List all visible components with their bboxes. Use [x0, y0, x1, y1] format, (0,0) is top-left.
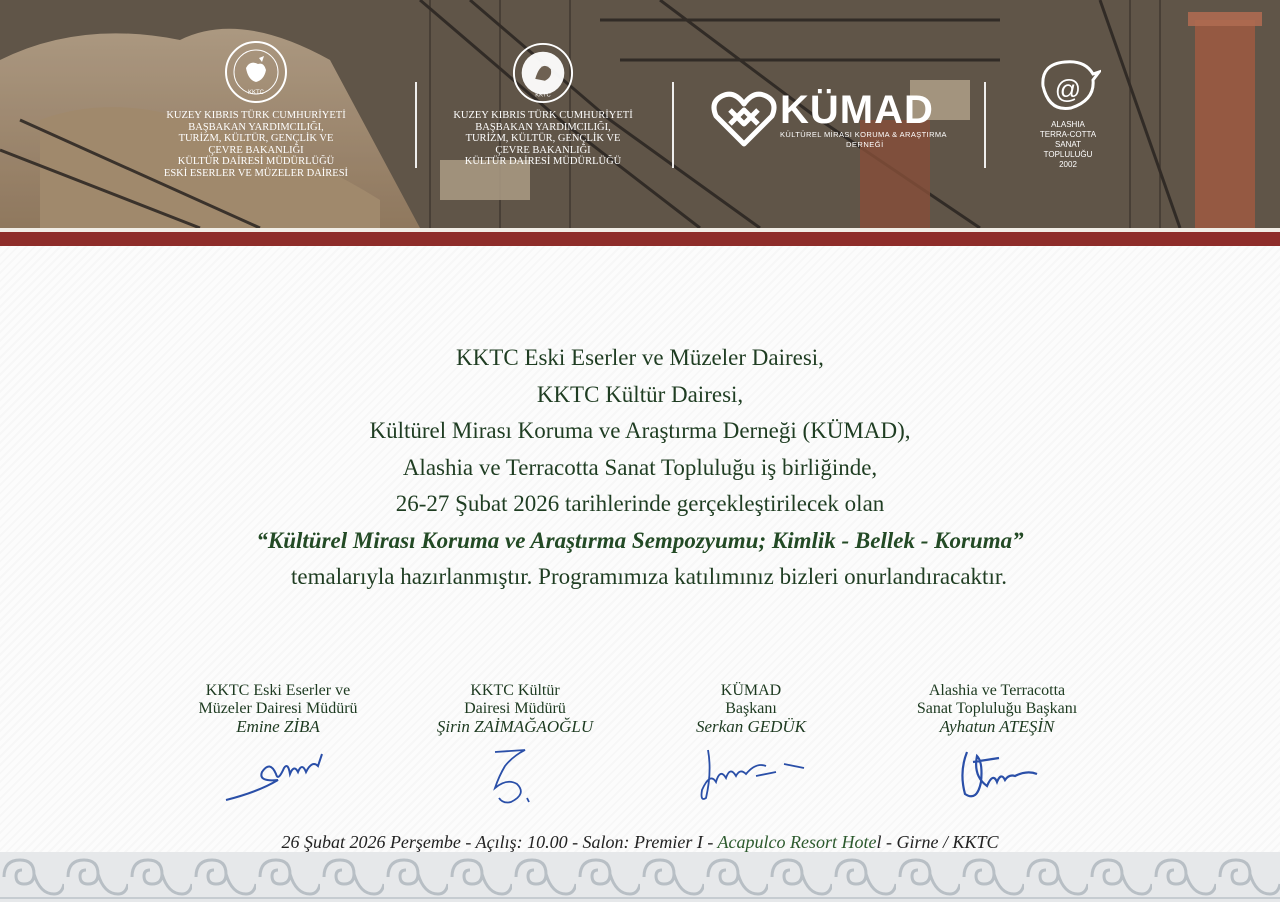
signatory-role: KKTC Kültür — [470, 682, 560, 699]
signatory-role: KÜMAD — [720, 682, 782, 699]
signatory-block — [400, 682, 630, 806]
signatory-name: Ayhatun ATEŞİN — [939, 717, 1055, 736]
header-banner — [0, 0, 1280, 228]
body-line: Kültürel Mirası Koruma ve Araştırma Derneği (KÜMAD), — [369, 418, 911, 443]
event-details — [0, 832, 1280, 853]
signatory-name: Serkan GEDÜK — [695, 717, 806, 736]
culture-dept-text-line: BAŞBAKAN YARDIMCILIĞI, — [475, 121, 611, 133]
culture-dept-text-line: ÇEVRE BAKANLIĞI — [495, 144, 591, 156]
ministry-text-line: ESKİ ESERLER VE MÜZELER DAİRESİ — [163, 167, 349, 179]
bird-at-icon — [1035, 56, 1101, 118]
kumad-subtitle: KÜLTÜREL MİRASI KORUMA & ARAŞTIRMA — [780, 130, 947, 139]
svg-text:KKTC: KKTC — [247, 90, 265, 96]
event-details-part: 26 Şubat 2026 Perşembe - Açılış: 10.00 - Salon: Premier I - — [281, 832, 718, 852]
alashia-text-line: ALASHIA — [1051, 120, 1085, 129]
culture-dept-text-line: KÜLTÜR DAİRESİ MÜDÜRLÜĞÜ — [464, 156, 622, 167]
signatory-name: Şirin ZAİMAĞAOĞLU — [436, 717, 594, 736]
alashia-text-line: TERRA-COTTA — [1039, 130, 1097, 139]
ministry-text-line: ÇEVRE BAKANLIĞI — [208, 144, 304, 156]
signatory-block — [163, 682, 393, 806]
alashia-text-line: TOPLULUĞU — [1043, 150, 1093, 159]
signatory-block — [636, 682, 866, 806]
event-venue: Acapulco Resort Hote — [717, 832, 877, 852]
body-line: 26-27 Şubat 2026 tarihlerinde gerçekleştirilecek olan — [395, 491, 885, 516]
alashia-text-line: SANAT — [1054, 140, 1082, 149]
culture-dept-text-line: KUZEY KIBRIS TÜRK CUMHURİYETİ — [453, 110, 633, 121]
alashia-text-line: 2002 — [1059, 160, 1077, 169]
ministry-text-line: KUZEY KIBRIS TÜRK CUMHURİYETİ — [166, 110, 346, 121]
culture-dept-logo-block — [418, 42, 668, 168]
svg-text:@: @ — [1054, 74, 1082, 104]
signature-icon — [455, 742, 575, 806]
body-line: KKTC Eski Eserler ve Müzeler Dairesi, — [456, 345, 824, 370]
header-divider — [415, 82, 417, 168]
header-divider — [672, 82, 674, 168]
kumad-subtitle-2: DERNEĞİ — [846, 140, 884, 149]
alashia-logo — [1022, 56, 1114, 170]
signature-icon — [686, 742, 816, 806]
header-red-band — [0, 232, 1280, 246]
ministry-seal-icon — [224, 40, 288, 104]
heart-knot-icon — [710, 88, 778, 148]
signatory-name: Emine ZİBA — [236, 717, 320, 736]
header-divider — [984, 82, 986, 168]
signatory-role: Müzeler Dairesi Müdürü — [198, 700, 358, 717]
ministry-logo-block — [132, 40, 380, 179]
invitation-body — [0, 340, 1280, 596]
body-closing: temalarıyla hazırlanmıştır. Programımıza katılımınız bizleri onurlandıracaktır. — [291, 564, 1007, 589]
body-line: KKTC Kültür Dairesi, — [536, 381, 744, 407]
signatory-role: Başkanı — [725, 700, 777, 717]
decorative-border-pattern — [0, 852, 1280, 902]
ministry-text-line: BAŞBAKAN YARDIMCILIĞI, — [188, 121, 324, 133]
event-details-part: l - Girne / KKTC — [876, 832, 999, 852]
symposium-title: “Kültürel Mirası Koruma ve Araştırma Sempozyumu; Kimlik - Bellek - Koruma” — [256, 527, 1024, 553]
signatory-role: Sanat Topluluğu Başkanı — [916, 700, 1078, 717]
signature-icon — [937, 742, 1057, 806]
kumad-title: KÜMAD — [780, 88, 934, 132]
ministry-text-line: TURİZM, KÜLTÜR, GENÇLİK VE — [178, 133, 334, 144]
signatory-role: KKTC Eski Eserler ve — [205, 682, 351, 699]
ministry-text-line: KÜLTÜR DAİRESİ MÜDÜRLÜĞÜ — [177, 156, 335, 167]
svg-text:KKTC: KKTC — [535, 92, 551, 99]
culture-dept-seal-icon — [512, 42, 574, 104]
signatory-block — [882, 682, 1112, 806]
culture-dept-text-line: TURİZM, KÜLTÜR, GENÇLİK VE — [465, 133, 621, 144]
signatory-role: Dairesi Müdürü — [464, 700, 566, 717]
signatory-role: Alashia ve Terracotta — [928, 682, 1066, 699]
body-line: Alashia ve Terracotta Sanat Topluluğu iş birliğinde, — [402, 454, 878, 480]
signature-icon — [218, 742, 338, 806]
